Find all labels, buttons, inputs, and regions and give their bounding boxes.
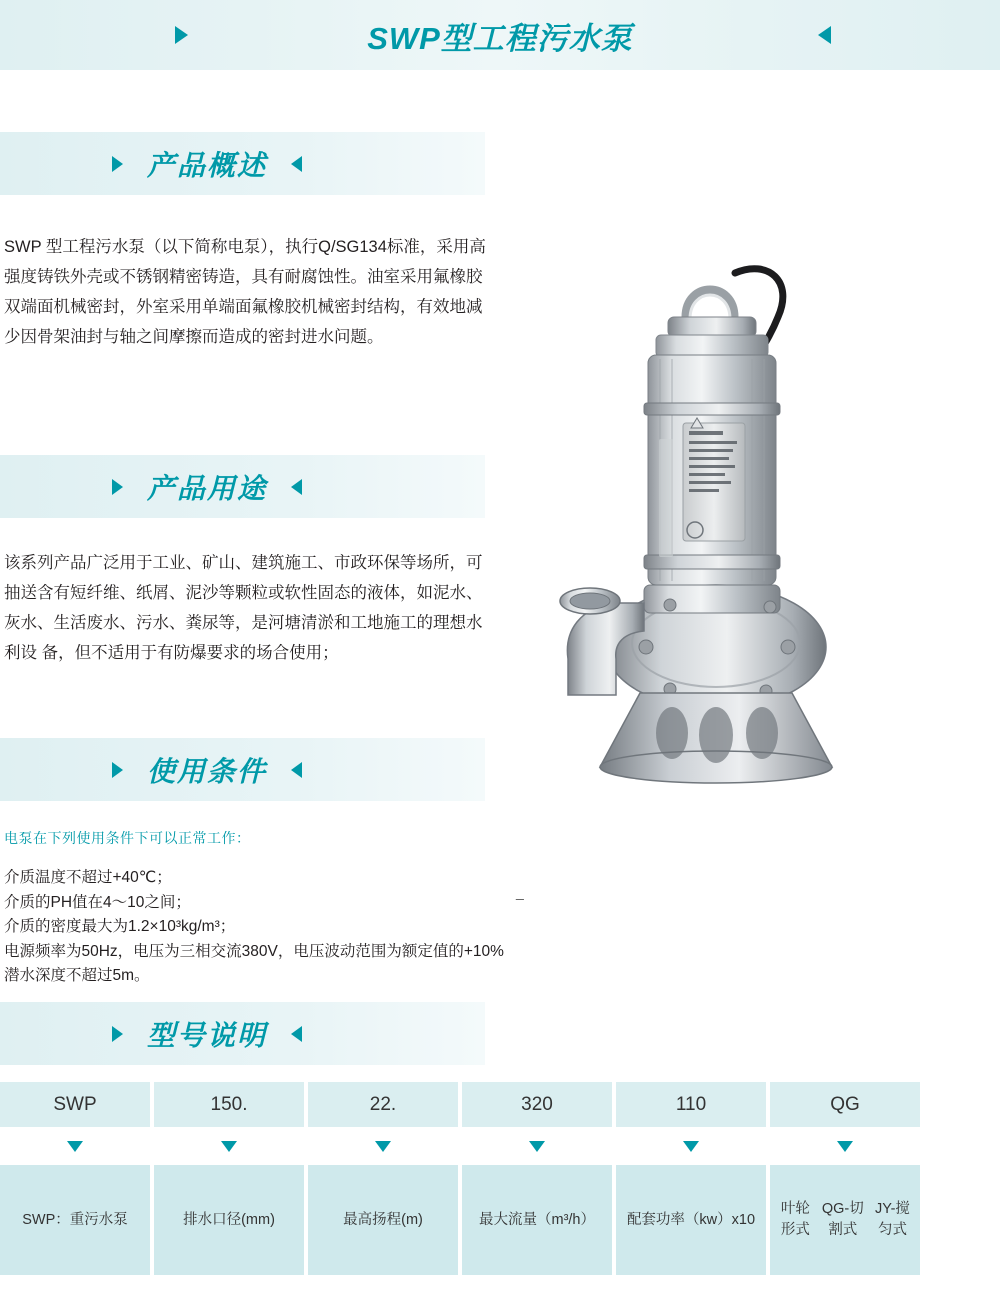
condition-item: 电源频率为50Hz，电压为三相交流380V，电压波动范围为额定值的+10% (4, 942, 504, 960)
arrow-down-icon (221, 1141, 237, 1152)
conditions-lead-text: 电泵在下列使用条件下可以正常工作： (4, 830, 251, 846)
section-body-overview: SWP 型工程污水泵（以下简称电泵），执行Q/SG134标准，采用高强度铸铁外壳或不锈钢精密铸造，具有耐腐蚀性。油室采用氟橡胶双端面机械密封，外室采用单端面氟橡胶机械密封结构，有效地减少因骨架油封与轴之间摩擦而造成的密封进水问题。 (4, 238, 486, 346)
model-arrow-cell (462, 1127, 612, 1165)
model-arrow-row (0, 1127, 1000, 1165)
model-description-cell: 最高扬程(m) (308, 1165, 458, 1275)
model-description-row (0, 1165, 1000, 1275)
section-title-usage: 产品用途 (147, 472, 268, 504)
condition-item: 介质的密度最大为1.2×10³kg/m³； (4, 918, 236, 935)
arrow-left-icon (291, 1026, 302, 1042)
arrow-right-icon (112, 479, 123, 495)
model-description-cell: SWP：重污水泵 (0, 1165, 150, 1275)
arrow-right-icon (112, 156, 123, 172)
condition-item: 潜水深度不超过5m。 (4, 967, 150, 984)
model-code-cell: 320 (462, 1082, 612, 1127)
arrow-down-icon (683, 1141, 699, 1152)
arrow-down-icon (67, 1141, 83, 1152)
arrow-right-icon (112, 762, 123, 778)
arrow-left-icon (291, 156, 302, 172)
arrow-right-icon (112, 1026, 123, 1042)
model-description-cell: 配套功率 （kw）x10 (616, 1165, 766, 1275)
page-title-bar (0, 0, 1000, 70)
section-body-usage: 该系列产品广泛用于工业、矿山、建筑施工、市政环保等场所，可抽送含有短纤维、纸屑、泥沙等颗粒或软性固态的液体，如泥水、灰水、生活废水、污水、粪尿等，是河塘清淤和工地施工的理想水利设 备，但不适用于有防爆要求的场合使用； (4, 554, 483, 662)
model-code-cell: 110 (616, 1082, 766, 1127)
model-description-cell: 最大流量（m³/h） (462, 1165, 612, 1275)
model-arrow-cell (154, 1127, 304, 1165)
model-code-cell: QG (770, 1082, 920, 1127)
model-description-cell: 叶轮形式 QG-切割式 JY-搅匀式 (770, 1165, 920, 1275)
arrow-left-icon (291, 479, 302, 495)
model-code-cell: 150. (154, 1082, 304, 1127)
model-code-cell: 22. (308, 1082, 458, 1127)
section-header-usage (0, 455, 485, 518)
arrow-down-icon (837, 1141, 853, 1152)
arrow-left-icon (818, 26, 831, 44)
arrow-down-icon (375, 1141, 391, 1152)
section-title-conditions: 使用条件 (147, 755, 268, 787)
model-arrow-cell (616, 1127, 766, 1165)
model-explanation-table (0, 1082, 1000, 1275)
section-title-overview: 产品概述 (147, 149, 268, 181)
section-header-model (0, 1002, 485, 1065)
model-arrow-cell (770, 1127, 920, 1165)
conditions-list (4, 866, 704, 989)
section-header-overview (0, 132, 485, 195)
page-title: SWP型工程污水泵 (367, 20, 633, 56)
model-arrow-cell (308, 1127, 458, 1165)
model-arrow-cell (0, 1127, 150, 1165)
model-code-row (0, 1082, 1000, 1127)
section-header-conditions (0, 738, 485, 801)
conditions-dash-mark: _ (516, 884, 524, 900)
model-description-cell: 排水口径(mm) (154, 1165, 304, 1275)
condition-item: 介质的PH值在4～10之间； (4, 893, 191, 911)
arrow-down-icon (529, 1141, 545, 1152)
arrow-left-icon (291, 762, 302, 778)
arrow-right-icon (175, 26, 188, 44)
model-code-cell: SWP (0, 1082, 150, 1127)
section-title-model: 型号说明 (147, 1019, 268, 1051)
condition-item: 介质温度不超过+40℃； (4, 869, 172, 886)
submersible-sewage-pump-photo (520, 255, 940, 785)
